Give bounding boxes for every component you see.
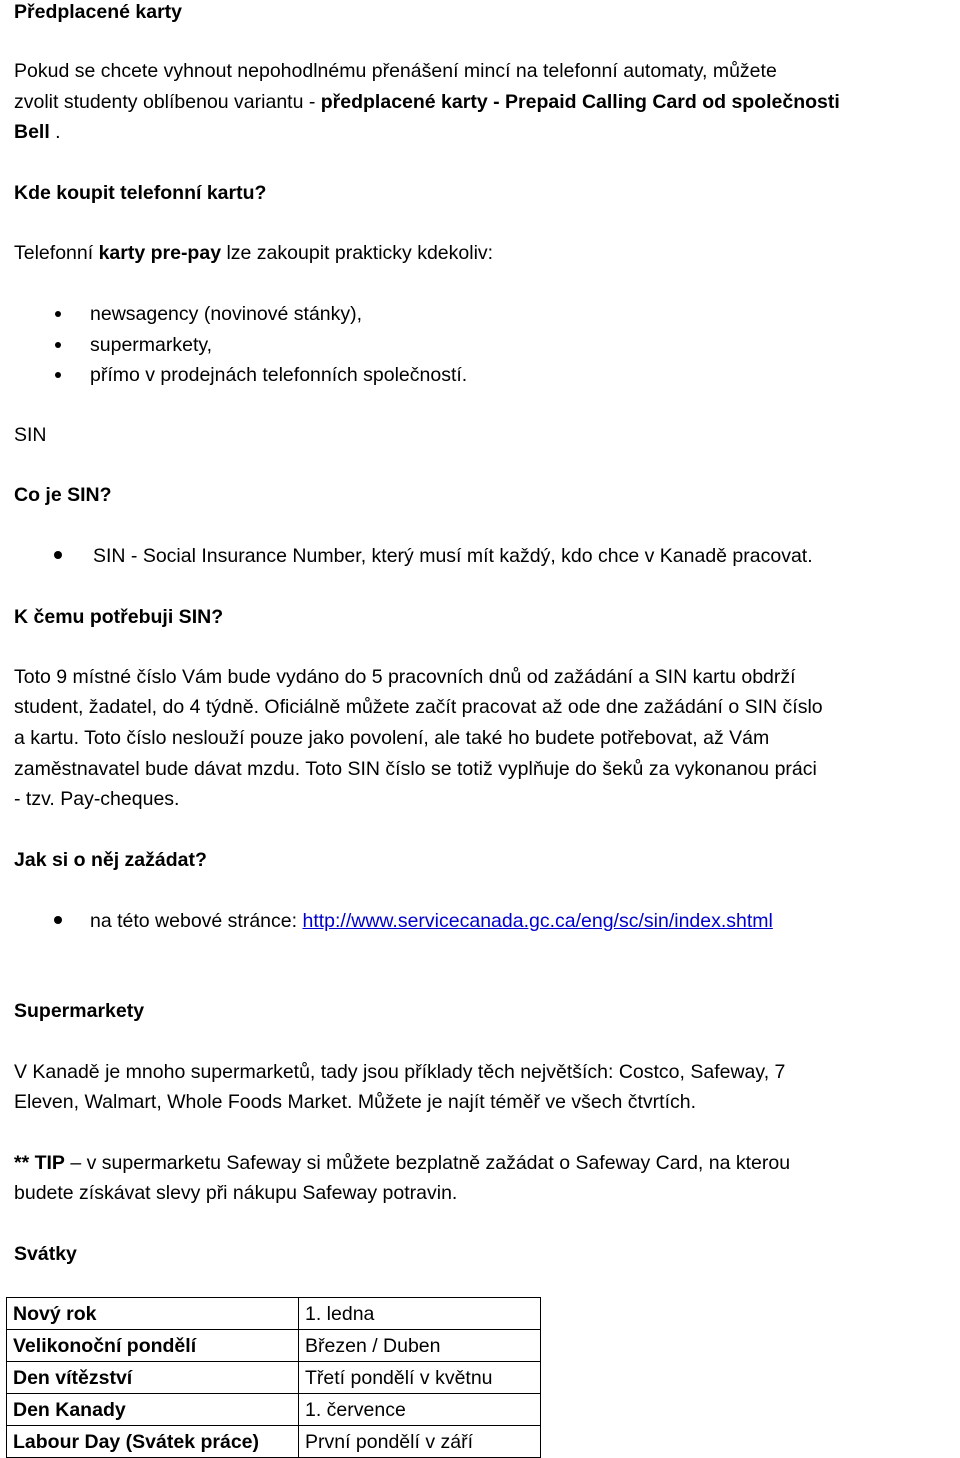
sin-why-line: a kartu. Toto číslo neslouží pouze jako povolení, ale také ho budete potřebovat, až Vám [14,727,770,749]
sin-what-heading: Co je SIN? [14,484,112,506]
holiday-date: Třetí pondělí v květnu [299,1362,541,1394]
tip-line1: ** TIP – v supermarketu Safeway si můžete bezplatně zažádat o Safeway Card, na kterou [14,1152,791,1174]
prepaid-heading: Předplacené karty [14,1,183,23]
sin-why-line: student, žadatel, do 4 týdně. Oficiálně můžete začít pracovat až ode dne zažádání o SIN číslo [14,696,823,718]
holiday-date: První pondělí v září [299,1426,541,1458]
table-row [7,1362,541,1394]
table-row [7,1298,541,1330]
bullet-icon [54,551,62,559]
sin-definition: SIN - Social Insurance Number, který musí mít každý, kdo chce v Kanadě pracovat. [93,545,813,567]
holiday-name: Labour Day (Svátek práce) [7,1426,299,1458]
table-row [7,1426,541,1458]
prepaid-intro-line2: zvolit studenty oblíbenou variantu - předplacené karty - Prepaid Calling Card od společnosti [14,91,840,113]
where-to-buy-text: Telefonní karty pre-pay lze zakoupit prakticky kdekoliv: [14,242,494,264]
sin-how-text: na této webové stránce: [90,910,303,932]
bullet-icon [55,372,61,378]
bullet-icon [55,311,61,317]
holiday-date: 1. ledna [299,1298,541,1330]
where-to-buy-heading: Kde koupit telefonní kartu? [14,182,267,204]
holiday-name: Velikonoční pondělí [7,1330,299,1362]
holiday-name: Den vítězství [7,1362,299,1394]
bullet-icon [55,342,61,348]
sin-how-heading: Jak si o něj zažádat? [14,849,207,871]
table-row [7,1330,541,1362]
prepaid-intro-line1: Pokud se chcete vyhnout nepohodlnému přenášení mincí na telefonní automaty, můžete [14,60,777,82]
supermarkets-text-line1: V Kanadě je mnoho supermarketů, tady jsou příklady těch největších: Costco, Safeway, 7 [14,1061,786,1083]
holiday-name: Nový rok [7,1298,299,1330]
holiday-name: Den Kanady [7,1394,299,1426]
holidays-table [6,1297,541,1458]
holiday-date: 1. července [299,1394,541,1426]
supermarkets-heading: Supermarkety [14,1000,145,1022]
sin-why-line: zaměstnavatel bude dávat mzdu. Toto SIN číslo se totiž vyplňuje do šeků za vykonanou práci [14,758,817,780]
bullet-icon [54,916,62,924]
supermarkets-text-line2: Eleven, Walmart, Whole Foods Market. Můžete je najít téměř ve všech čtvrtích. [14,1091,697,1113]
table-row [7,1394,541,1426]
prepaid-intro-line3: Bell . [14,121,61,143]
tip-line2: budete získávat slevy při nákupu Safeway potravin. [14,1182,458,1204]
service-canada-link[interactable]: http://www.servicecanada.gc.ca/eng/sc/sin/index.shtml [302,910,773,932]
holiday-date: Březen / Duben [299,1330,541,1362]
sin-why-heading: K čemu potřebuji SIN? [14,606,224,628]
sin-why-line: - tzv. Pay-cheques. [14,788,180,810]
sin-why-line: Toto 9 místné číslo Vám bude vydáno do 5 pracovních dnů od zažádání a SIN kartu obdrží [14,666,796,688]
holidays-heading: Svátky [14,1243,77,1265]
sin-section-label: SIN [14,424,47,446]
